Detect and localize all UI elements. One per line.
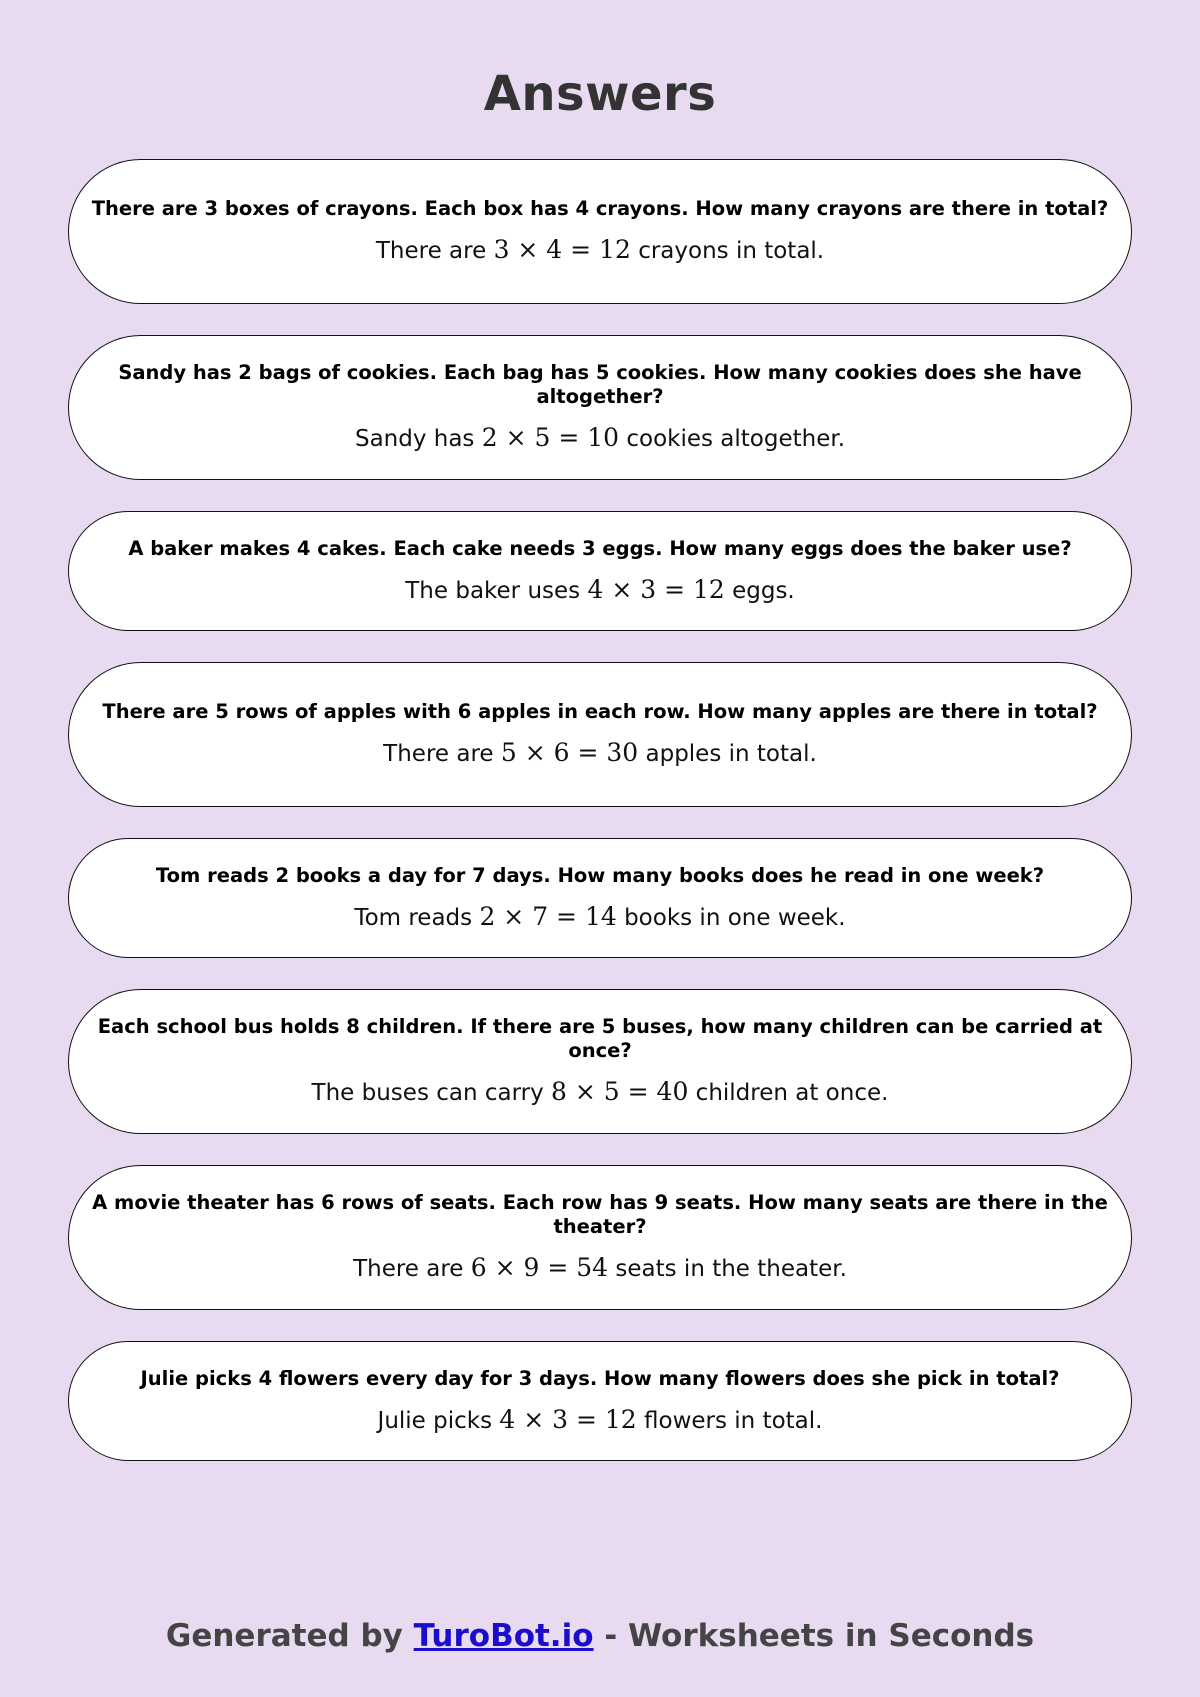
math-expression: 4 × 3 = 12 (587, 574, 725, 604)
math-expression: 6 × 9 = 54 (470, 1253, 609, 1282)
answer-card (68, 159, 1132, 304)
question-text: Tom reads 2 books a day for 7 days. How many books does he read in one week? (155, 863, 1045, 887)
footer (0, 1618, 1200, 1654)
question-text: Sandy has 2 bags of cookies. Each bag has 5 cookies. How many cookies does she have altogether? (118, 361, 1082, 408)
question-text: Each school bus holds 8 children. If there are 5 buses, how many children can be carried at once? (97, 1015, 1103, 1062)
answer-prefix: Sandy has (354, 426, 475, 452)
answer-suffix: children at once. (695, 1080, 889, 1106)
question-text: There are 5 rows of apples with 6 apples in each row. How many apples are there in total? (102, 700, 1098, 723)
answer-card (68, 662, 1132, 807)
answer-text (405, 575, 795, 606)
question-text: There are 3 boxes of crayons. Each box has 4 crayons. How many crayons are there in total? (91, 197, 1109, 220)
answer-prefix: There are (353, 1256, 464, 1282)
answer-card (68, 335, 1132, 480)
answer-suffix: cookies altogether. (626, 426, 846, 452)
question-text: A movie theater has 6 rows of seats. Each row has 9 seats. How many seats are there in the theater? (92, 1191, 1108, 1238)
answer-prefix: The buses can carry (311, 1080, 544, 1106)
answer-text (312, 1077, 889, 1108)
answer-suffix: apples in total. (645, 741, 817, 767)
footer-suffix: - Worksheets in Seconds (604, 1618, 1035, 1654)
answer-text (383, 738, 817, 769)
answer-suffix: flowers in total. (644, 1407, 823, 1434)
answer-prefix: There are (383, 741, 494, 767)
question-text: Julie picks 4 flowers every day for 3 days. How many flowers does she pick in total? (140, 1366, 1060, 1390)
question-text: A baker makes 4 cakes. Each cake needs 3 eggs. How many eggs does the baker use? (128, 536, 1072, 560)
answer-list (68, 159, 1132, 1492)
answer-prefix: Tom reads (354, 904, 473, 931)
footer-prefix: Generated by (165, 1618, 403, 1654)
math-expression: 4 × 3 = 12 (499, 1404, 637, 1434)
answer-card (68, 1341, 1132, 1461)
math-expression: 2 × 5 = 10 (481, 423, 620, 452)
answer-text (354, 902, 845, 933)
turobot-link[interactable]: TuroBot.io (413, 1618, 594, 1654)
answer-text (376, 235, 824, 266)
answer-suffix: eggs. (732, 577, 795, 604)
math-expression: 2 × 7 = 14 (479, 901, 617, 931)
answer-text (353, 1253, 847, 1284)
math-expression: 3 × 4 = 12 (493, 235, 631, 264)
answer-text (378, 1405, 823, 1436)
answer-card (68, 511, 1132, 631)
answer-card (68, 838, 1132, 958)
math-expression: 5 × 6 = 30 (500, 738, 639, 767)
answer-card (68, 989, 1132, 1134)
answer-suffix: crayons in total. (638, 238, 825, 264)
answer-text (355, 423, 845, 454)
page-title: Answers (483, 66, 717, 122)
answer-prefix: The baker uses (405, 577, 581, 604)
answer-suffix: seats in the theater. (615, 1256, 847, 1282)
answer-prefix: There are (375, 238, 487, 264)
math-expression: 8 × 5 = 40 (551, 1077, 689, 1106)
answer-card (68, 1165, 1132, 1310)
answer-suffix: books in one week. (624, 904, 846, 931)
answer-prefix: Julie picks (377, 1407, 493, 1434)
